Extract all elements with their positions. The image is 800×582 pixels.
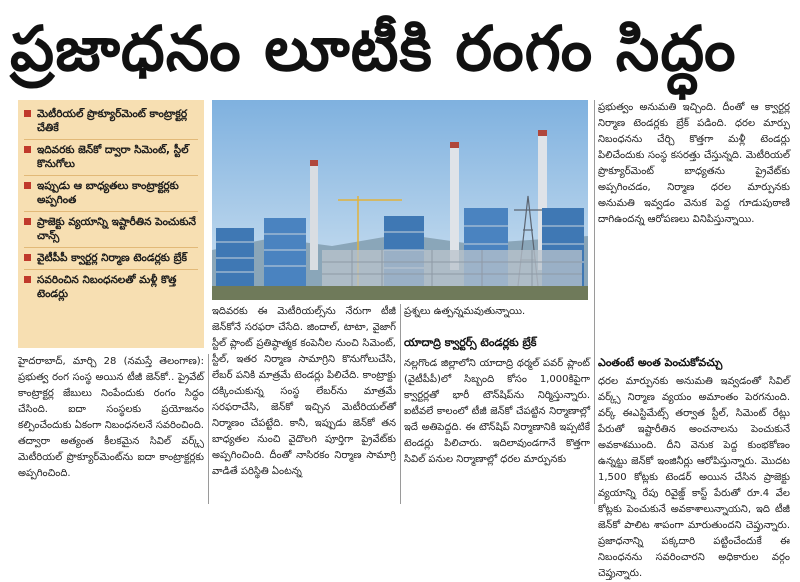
boiler-unit <box>216 228 254 286</box>
column-divider <box>208 354 209 504</box>
article-column-right: ప్రభుత్వం అనుమతి ఇచ్చింది. దీంతో ఆ క్వార్టర్ల నిర్మాణ టెండర్లకు బ్రేక్ పడింది. ధరల మార్పు నిబంధనను చేర్చి కొత్తగా మళ్లీ టెండర్లు పిలిచేందుకు సంస్థ కసరత్తు చేస్తున్నది. మెటీరియల్ ప్రొక్యూర్‌మెంట్ బాధ్యతను ప్రైవేట్‌కు అప్పగించడం, నిర్మాణ ధరల మార్పునకు అనుమతి ఇవ్వడం వెనుక పెద్ద గూడుపుఠాణి దాగిఉందన్న ఆరోపణలు వినిపిస్తున్నాయి. <box>598 102 790 225</box>
article-column-continued: ప్రశ్నలు ఉత్పన్నమవుతున్నాయి. <box>404 306 526 317</box>
bullet-icon <box>24 218 31 225</box>
subheading-price-hike: ఎంతంటే అంత పెంచుకోవచ్చు <box>598 356 723 369</box>
chimney-band <box>450 142 459 148</box>
bullet-icon <box>24 110 31 117</box>
subheading-yadadri: యాదాద్రి క్వార్టర్స్ టెండర్లకు బ్రేక్ <box>404 336 537 349</box>
article-column-middle: ఇదివరకు ఈ మెటీరియల్స్‌ను నేరుగా టీజీ జెన్‌కోనే సరఫరా చేసేది. జిందాల్, టాటా, వైజాగ్ స్టీల్ ప్లాంట్ ప్రతిష్ఠాత్మక కంపెనీల నుంచి సిమెంట్, స్టీల్, ఇతర నిర్మాణ సామాగ్రిని కొనుగోలుచేసి, లేబర్ పనికి మాత్రమే టెండర్లు పిలిచేది. కాంట్రాక్టు దక్కించుకున్న సంస్థ లేబర్‌ను మాత్రమే సరఫరాచేసి, జెన్‌కో ఇచ్చిన మెటీరియల్‌తో నిర్మాణం చేపట్టేది. కానీ, ఇప్పుడు జెన్‌కో తన బాధ్యతల నుంచి వైదొలగి పూర్తిగా ప్రైవేట్‌కు అప్పగించింది. దీంతో నాసిరకం నిర్మాణ సామాగ్రి వాడితే పరిస్థితి ఏంటన్న <box>212 306 396 477</box>
bullet-icon <box>24 276 31 283</box>
highlight-text: ఇదివరకు జెన్‌కో ద్వారా సిమెంట్, స్టీల్ కొనుగోలు <box>37 144 189 170</box>
boiler-unit <box>264 218 306 286</box>
power-plant-photo <box>212 100 588 300</box>
highlight-text: ఇప్పుడు ఆ బాధ్యతలు కాంట్రాక్టర్లకు అప్పగింత <box>37 180 179 206</box>
frame-structure <box>322 250 582 286</box>
bullet-icon <box>24 146 31 153</box>
article-column-left: హైదరాబాద్, మార్చి 28 (నమస్తే తెలంగాణ): ప్రభుత్వ రంగ సంస్థ అయిన టీజీ జెన్‌కో.. ప్రైవేట్ కాంట్రాక్టర్ల జేబులు నింపేందుకు రంగం సిద్ధం చేసింది. ఐదా సంస్థలకు ప్రయోజనం కల్పించేందుకు ఏకంగా నిబంధనలనే సవరించింది. తద్వారా అత్యంత కీలకమైన సివిల్ వర్క్స్ మెటీరియల్ ప్రొక్యూర్‌మెంట్‌ను ఐదా కాంట్రాక్టర్లకు అప్పగించింది. <box>18 356 204 479</box>
highlight-item <box>24 212 198 248</box>
highlight-item <box>24 104 198 140</box>
highlight-item <box>24 176 198 212</box>
power-plant-illustration <box>212 100 588 300</box>
highlight-item <box>24 140 198 176</box>
highlight-item <box>24 270 198 305</box>
column-divider <box>594 100 595 504</box>
headline: ప్రజాధనం లూటీకి రంగం సిద్ధం <box>10 12 737 85</box>
highlight-text: వైటీపీపీ క్వార్టర్ల నిర్మాణ టెండర్లకు బ్రేక్ <box>37 252 187 264</box>
column-divider <box>400 304 401 504</box>
article-column-right-lower: ధరల మార్పునకు అనుమతి ఇవ్వడంతో సివిల్ వర్క్స్ నిర్మాణ వ్యయం అమాంతం పెరగనుంది. వర్క్ ఈఎస్టిమేట్స్ తర్వాత స్టీల్, సిమెంట్ రేట్లు పేరుతో ఇష్టారీతిన అంచనాలను పెంచుకునే అవకాశముంది. దీని వెనుక పెద్ద కుంభకోణం ఉన్నట్టు జెన్‌కో ఇంజినీర్లు ఆరోపిస్తున్నారు. మొదట 1,500 కోట్లకు టెండర్ అయిన చేసిన ప్రాజెక్టు వ్యయాన్ని రేపు రివైజ్డ్ కాస్ట్ పేరుతో రూ.4 వేల కోట్లకు పెంచుకునే అవకాశాలున్నాయని, ఇది టీజీ జెన్‌కో పాలిట శాపంగా మారుతుందని చెప్తున్నారు. ప్రజాధనాన్ని పక్కదారి పట్టించేందుకే ఈ నిబంధనను సవరించారని అధికారుల వర్గం చెప్తున్నారు. <box>598 376 790 579</box>
chimney <box>310 160 318 270</box>
highlight-text: సవరించిన నిబంధనలతో మళ్లీ కొత్త టెండర్లు <box>37 274 177 300</box>
highlight-item <box>24 248 198 270</box>
bullet-icon <box>24 254 31 261</box>
highlights-box <box>18 100 204 348</box>
chimney-band <box>310 160 318 166</box>
chimney-band <box>538 130 547 136</box>
ground <box>212 286 588 300</box>
article-column-yadadri: నల్లగొండ జిల్లాలోని యాదాద్రి థర్మల్ పవర్ ప్లాంట్ (వైటీపీపీ)లో సిబ్బంది కోసం 1,000కిపైగా క్వార్టర్లతో భారీ టౌన్‌షిప్‌ను నిర్మిస్తున్నారు. ఐటీవలే కాలంలో టీజీ జెన్‌కో చేపట్టిన నిర్మాణాల్లో ఇదే అతిపెద్దది. ఈ టౌన్‌షిప్ నిర్మాణానికి ఇప్పటికే టెండర్లు పిలిచారు. ఇదిలావుండగానే కొత్తగా సివిల్ పనుల నిర్మాణాల్లో ధరల మార్పునకు <box>404 358 590 465</box>
highlight-text: ప్రాజెక్టు వ్యయాన్ని ఇష్టారీతిన పెంచుకునే చాన్స్ <box>37 216 196 242</box>
highlight-text: మెటీరియల్ ప్రొక్యూర్‌మెంట్ కాంట్రాక్టర్ల చేతికే <box>37 108 188 134</box>
bullet-icon <box>24 182 31 189</box>
